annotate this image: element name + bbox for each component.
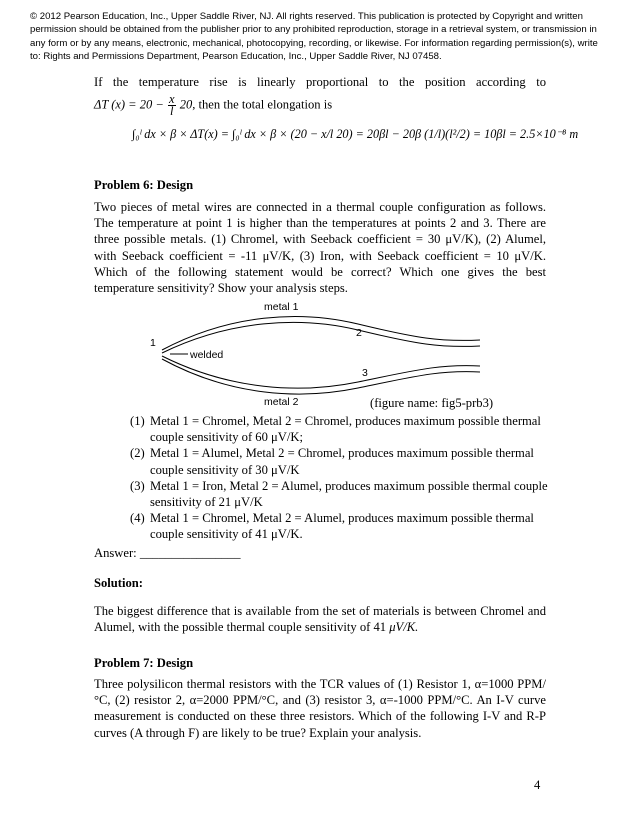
label-metal2: metal 2 — [264, 396, 299, 408]
option-number: (3) — [130, 478, 145, 493]
problem6-text: Two pieces of metal wires are connected in a thermal couple configuration as follows. The temperature at point 1 is higher than the temperatures at points 2 and 3. There are three possible metals. (1) Chromel, with Seeback coefficient = 30 μV/K), (2) Alumel, with Seeback coefficient = -11 μV/K, (3) Iron, with Seeback coefficient = 10 μV/K. Which of the following statement would be correct? Which one gives the best temperature sensitivity? Show your analysis steps. — [94, 200, 546, 296]
problem6-options — [130, 413, 550, 543]
option-3 — [130, 478, 550, 510]
problem7-text: Three polysilicon thermal resistors with the TCR values of (1) Resistor 1, α=1000 PPM/°C, (2) resistor 2, α=2000 PPM/°C, and (3) resistor 3, α=-1000 PPM/°C. An I-V curve measurement is conducted on these three resistors. Which of the following I-V and R-P curves (A through F) are likely to be true? Explain your analysis. — [94, 677, 546, 740]
option-text: Metal 1 = Chromel, Metal 2 = Alumel, produces maximum possible thermal couple sensitivity of 41 μV/K. — [150, 511, 534, 542]
solution-text — [94, 603, 546, 635]
option-text: Metal 1 = Iron, Metal 2 = Alumel, produces maximum possible thermal couple sensitivity of 21 μV/K — [150, 478, 548, 510]
formula-lhs: ΔT (x) = 20 − — [94, 97, 164, 112]
problem7-heading: Problem 7: Design — [94, 656, 194, 670]
label-point2: 2 — [356, 327, 362, 339]
label-welded: welded — [190, 349, 224, 361]
integral-expression: ∫₀ˡ dx × β × ΔT(x) = ∫₀ˡ dx × β × (20 − x/l 20) = 20βl − 20β (1/l)(l²/2) = 10βl = 2.5×10⁻⁸ m — [132, 127, 579, 141]
option-number: (4) — [130, 511, 145, 526]
label-metal1: metal 1 — [264, 301, 299, 313]
formula-frac-num: x — [168, 92, 175, 106]
thermocouple-figure — [140, 296, 560, 408]
intro-line: If the temperature rise is linearly proportional to the position according to — [94, 75, 546, 89]
option-4 — [130, 510, 550, 542]
option-text: Metal 1 = Alumel, Metal 2 = Chromel, produces maximum possible thermal couple sensitivity of 30 μV/K — [150, 446, 534, 477]
option-number: (2) — [130, 446, 145, 461]
temperature-formula — [94, 94, 546, 117]
label-point3: 3 — [362, 367, 368, 379]
option-2 — [130, 445, 550, 477]
option-number: (1) — [130, 414, 145, 428]
solution-heading: Solution: — [94, 576, 143, 590]
solution-body: The biggest difference that is available from the set of materials is between Chromel and Alumel, with the possible thermal couple sensitivity of 41 — [94, 604, 546, 635]
answer-line: Answer: ________________ — [94, 546, 241, 560]
label-point1: 1 — [150, 337, 156, 349]
elongation-integral — [132, 126, 579, 142]
intro-line2-tail: , then the total elongation is — [192, 97, 333, 112]
solution-unit: μV/K. — [389, 620, 419, 635]
formula-rhs: 20 — [179, 97, 193, 112]
formula-fraction — [168, 94, 176, 117]
copyright-notice: © 2012 Pearson Education, Inc., Upper Saddle River, NJ. All rights reserved. This publication is protected by Copyright and written permission should be obtained from the publisher prior to any prohibited reproduction, storage in a retrieval system, or transmission in any form or by any means, electronic, mechanical, photocopying, recording, or likewise. For information regarding permission(s), write to: Rights and Permissions Department, Pearson Education, Inc., Upper Saddle River, NJ 07458. — [30, 11, 598, 63]
option-text: Metal 1 = Chromel, Metal 2 = Chromel, produces maximum possible thermal couple sensitivity of 60 μV/K; — [150, 414, 541, 445]
figure-caption: (figure name: fig5-prb3) — [370, 396, 494, 410]
page-number: 4 — [534, 778, 541, 792]
option-1 — [130, 413, 550, 445]
problem6-heading: Problem 6: Design — [94, 178, 194, 192]
formula-frac-den: l — [170, 104, 174, 118]
